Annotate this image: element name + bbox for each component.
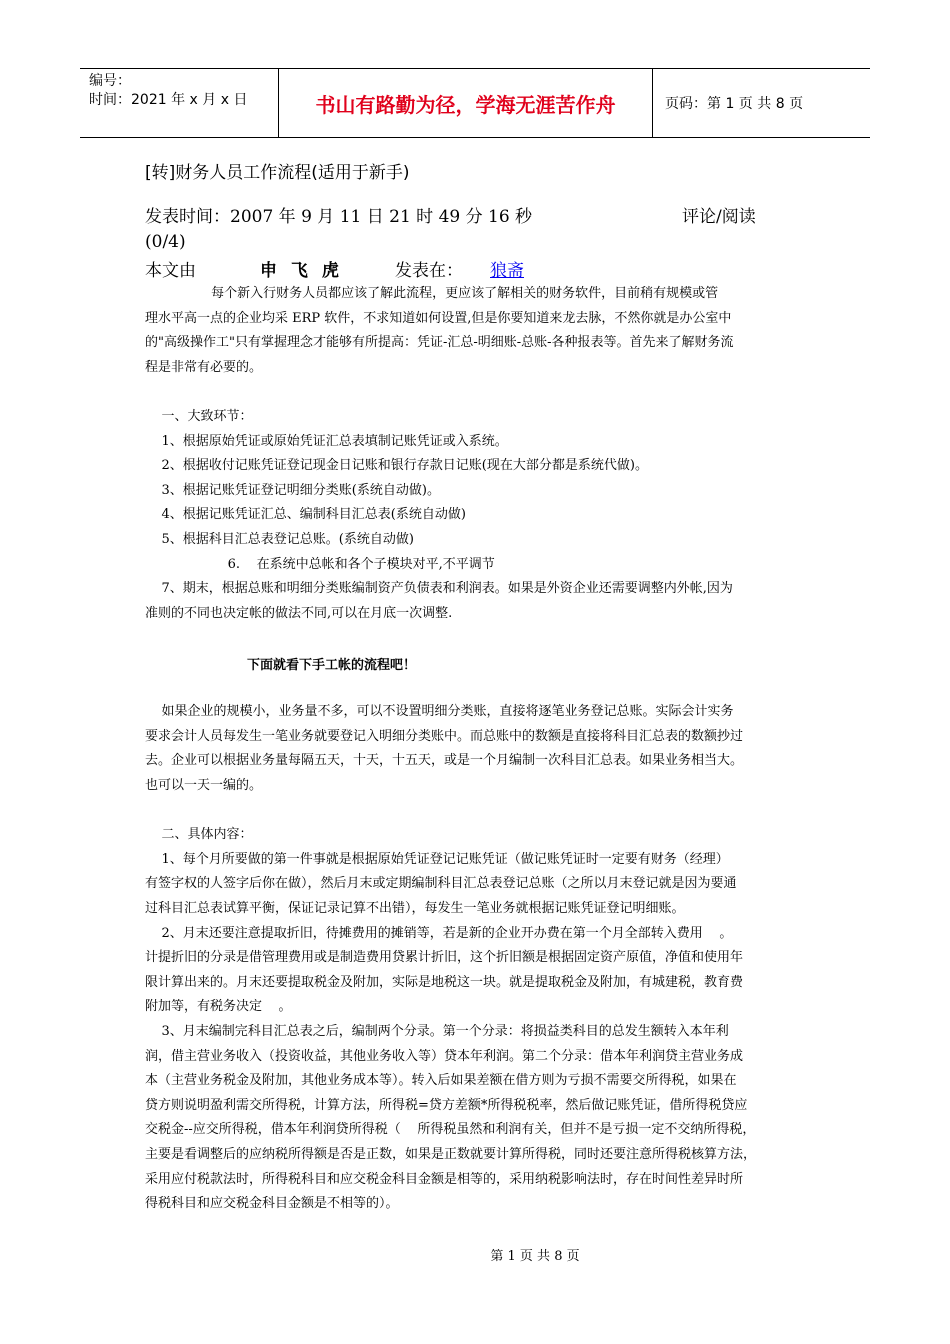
body-line: 1、每个月所要做的第一件事就是根据原始凭证登记记账凭证（做记账凭证时一定要有财务（经理） bbox=[145, 851, 729, 867]
subheading: 下面就看下手工帐的流程吧！ bbox=[247, 658, 417, 673]
body-line: 采用应付税款法时，所得税科目和应交税金科目金额是相等的，采用纳税影响法时，存在时间性差异时所 bbox=[145, 1171, 744, 1187]
category-link[interactable]: 狼斋 bbox=[490, 261, 524, 281]
author-row bbox=[145, 256, 524, 281]
body-line: 过科目汇总表试算平衡，保证记录记算不出错），每发生一笔业务就根据记账凭证登记明细账。 bbox=[145, 901, 685, 916]
body-line: 7、期末，根据总账和明细分类账编制资产负债表和利润表。如果是外资企业还需要调整内外帐,因为 bbox=[145, 581, 733, 597]
body-line: 的"高级操作工"只有掌握理念才能够有所提高：凭证-汇总-明细账-总账-各种报表等。首先来了解财务流 bbox=[145, 335, 734, 351]
body-line: 二、具体内容： bbox=[145, 827, 253, 843]
article-title: [转]财务人员工作流程(适用于新手) bbox=[145, 163, 410, 183]
body-line: 贷方则说明盈利需交所得税，计算方法，所得税=贷方差额*所得税税率，然后做记账凭证，借所得税贷应 bbox=[145, 1097, 748, 1113]
time-label: 时间：2021 年 x 月 x 日 bbox=[89, 92, 248, 108]
body-line: 去。企业可以根据业务量每隔五天，十天，十五天，或是一个月编制一次科目汇总表。如果业务相当大。 bbox=[145, 753, 744, 769]
author-name: 申 飞 虎 bbox=[260, 261, 343, 281]
body-line: 主要是看调整后的应纳税所得额是否是正数，如果是正数就要计算所得税，同时还要注意所得税核算方法， bbox=[145, 1147, 757, 1162]
body-line: 要求会计人员每发生一笔业务就要登记入明细分类账中。而总账中的数额是直接将科目汇总表的数额抄过 bbox=[145, 728, 744, 744]
body-line: 4、根据记账凭证汇总、编制科目汇总表(系统自动做) bbox=[145, 507, 466, 523]
by-label: 本文由 bbox=[145, 261, 196, 281]
post-time: 发表时间：2007 年 9 月 11 日 21 时 49 分 16 秒 bbox=[145, 207, 533, 227]
document-header bbox=[80, 68, 870, 138]
body-line: 有签字权的人签字后你在做），然后月末或定期编制科目汇总表登记总账（之所以月末登记就是因为要通 bbox=[145, 876, 737, 892]
body-line: 程是非常有必要的。 bbox=[145, 359, 263, 375]
body-line: 2、根据收付记账凭证登记现金日记账和银行存款日记账(现在大部分都是系统代做)。 bbox=[145, 458, 648, 474]
body-line: 得税科目和应交税金科目金额是不相等的）。 bbox=[145, 1196, 399, 1212]
header-page-info: 页码：第 1 页 共 8 页 bbox=[665, 96, 804, 112]
header-slogan: 书山有路勤为径，学海无涯苦作舟 bbox=[279, 69, 653, 137]
body-line: 润，借主营业务收入（投资收益，其他业务收入等）贷本年利润。第二个分录：借本年利润贷主营业务成 bbox=[145, 1048, 744, 1064]
body-line: 2、月末还要注意提取折旧，待摊费用的摊销等，若是新的企业开办费在第一个月全部转入费用 。 bbox=[145, 925, 733, 941]
body-line: 交税金--应交所得税，借本年利润贷所得税（ 所得税虽然和利润有关，但并不是亏损一定不交纳所得税， bbox=[145, 1122, 756, 1138]
body-line: 如果企业的规模小，业务量不多，可以不设置明细分类账，直接将逐笔业务登记总账。实际会计实务 bbox=[145, 704, 734, 720]
code-label: 编号： bbox=[89, 73, 131, 89]
posted-in-label: 发表在： bbox=[395, 261, 463, 281]
body-line: 1、根据原始凭证或原始凭证汇总表填制记账凭证或入系统。 bbox=[145, 433, 508, 449]
body-line: 计提折旧的分录是借管理费用或是制造费用贷累计折旧，这个折旧额是根据固定资产原值，净值和使用年 bbox=[145, 950, 744, 966]
body-line: 6. 在系统中总帐和各个子模块对平,不平调节 bbox=[145, 556, 495, 572]
body-line: 3、月末编制完科目汇总表之后，编制两个分录。第一个分录：将损益类科目的总发生额转入本年利 bbox=[145, 1024, 729, 1039]
comments-count: (0/4) bbox=[145, 232, 186, 252]
body-line: 5、根据科目汇总表登记总账。(系统自动做) bbox=[145, 532, 414, 547]
body-line: 也可以一天一编的。 bbox=[145, 778, 263, 793]
page-footer: 第 1 页 共 8 页 bbox=[490, 1249, 580, 1264]
post-time-row bbox=[145, 205, 785, 255]
body-line: 3、根据记账凭证登记明细分类账(系统自动做)。 bbox=[145, 482, 440, 498]
body-line: 限计算出来的。月末还要提取税金及附加，实际是地税这一块。就是提取税金及附加，有城建税，教育费 bbox=[145, 974, 744, 990]
body-line: 准则的不同也决定帐的做法不同,可以在月底一次调整. bbox=[145, 605, 453, 621]
header-meta-cell bbox=[80, 69, 279, 137]
comments-read-link[interactable]: 评论/阅读 bbox=[682, 207, 756, 227]
body-line: 本（主营业务税金及附加，其他业务成本等）。转入后如果差额在借方则为亏损不需要交所得税，如果在 bbox=[145, 1073, 737, 1089]
body-line: 一、大致环节： bbox=[145, 409, 253, 424]
body-line: 每个新入行财务人员都应该了解此流程，更应该了解相关的财务软件，目前稍有规模或管 bbox=[145, 286, 719, 301]
body-line: 附加等，有税务决定 。 bbox=[145, 999, 292, 1015]
body-line: 理水平高一点的企业均采 ERP 软件，不求知道如何设置,但是你要知道来龙去脉，不然你就是办公室中 bbox=[145, 310, 732, 326]
